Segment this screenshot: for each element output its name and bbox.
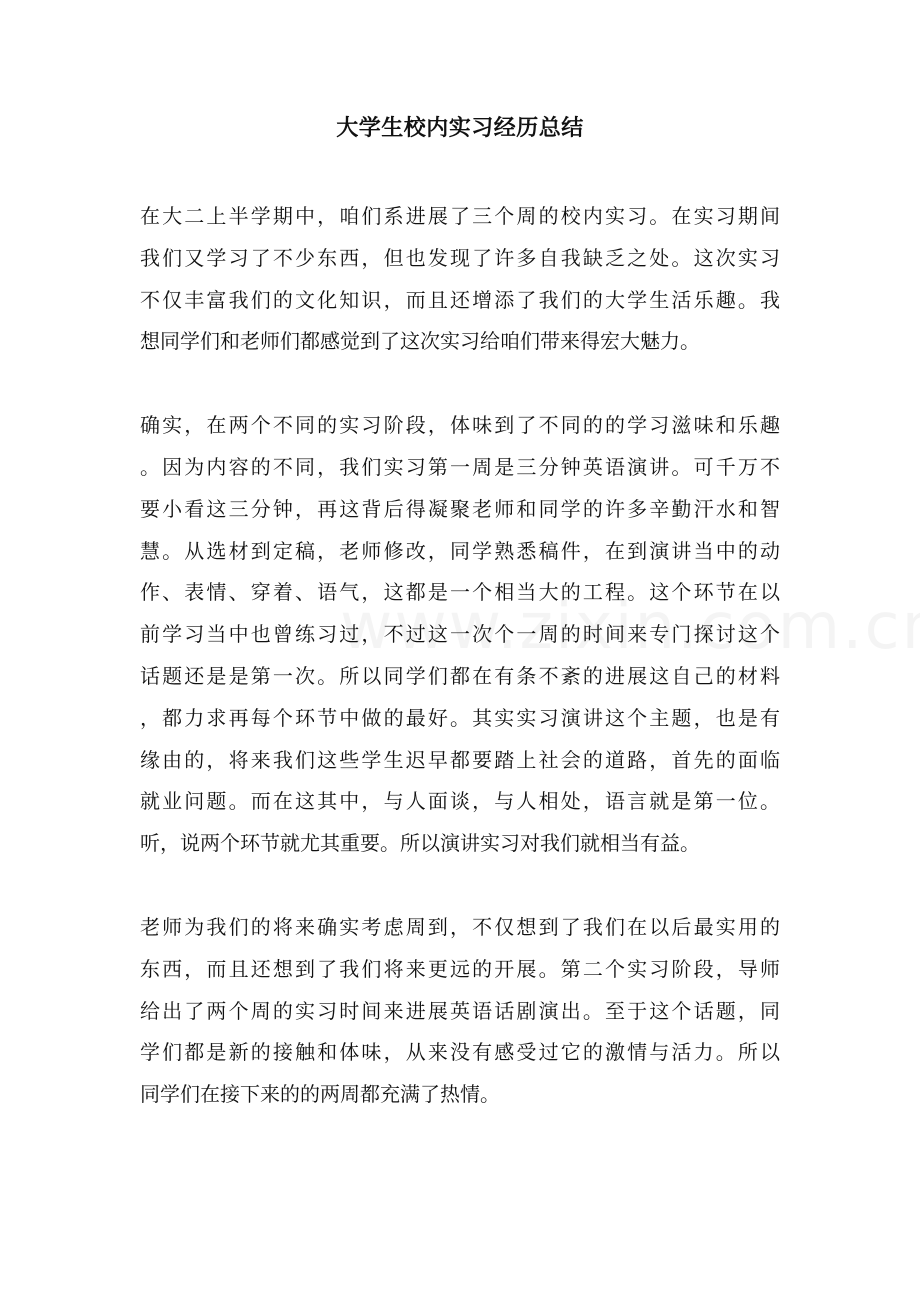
text-line: ，都力求再每个环节中做的最好。其实实习演讲这个主题，也是有 <box>140 705 780 730</box>
text-line: 话题还是是第一次。所以同学们都在有条不紊的进展这自己的材料 <box>140 663 780 688</box>
text-line: 听，说两个环节就尤其重要。所以演讲实习对我们就相当有益。 <box>140 831 700 856</box>
text-line: 缘由的，将来我们这些学生迟早都要踏上社会的道路，首先的面临 <box>140 747 780 772</box>
document-title: 大学生校内实习经历总结 <box>336 115 584 141</box>
text-line: 同学们在接下来的的两周都充满了热情。 <box>140 1082 500 1107</box>
text-line: 确实，在两个不同的实习阶段，体味到了不同的的学习滋味和乐趣 <box>140 413 780 438</box>
text-line: 给出了两个周的实习时间来进展英语话剧演出。至于这个话题，同 <box>140 998 780 1023</box>
text-line: 不仅丰富我们的文化知识，而且还增添了我们的大学生活乐趣。我 <box>140 287 780 312</box>
text-line: 。因为内容的不同，我们实习第一周是三分钟英语演讲。可千万不 <box>140 454 780 479</box>
text-line: 要小看这三分钟，再这背后得凝聚老师和同学的许多辛勤汗水和智 <box>140 496 780 521</box>
text-line: 老师为我们的将来确实考虑周到，不仅想到了我们在以后最实用的 <box>140 914 780 939</box>
paragraph-1 <box>140 196 780 363</box>
text-line: 就业问题。而在这其中，与人面谈，与人相处，语言就是第一位。 <box>140 789 780 814</box>
paragraph-3 <box>140 907 780 1116</box>
text-line: 慧。从选材到定稿，老师修改，同学熟悉稿件，在到演讲当中的动 <box>140 538 780 563</box>
text-line: 学们都是新的接触和体味，从来没有感受过它的激情与活力。所以 <box>140 1040 780 1065</box>
text-line: 在大二上半学期中，咱们系进展了三个周的校内实习。在实习期间 <box>140 204 780 228</box>
paragraph-2 <box>140 405 780 865</box>
text-line: 作、表情、穿着、语气，这都是一个相当大的工程。这个环节在以 <box>140 580 780 605</box>
document-body <box>140 196 780 1158</box>
text-line: 前学习当中也曾练习过，不过这一次个一周的时间来专门探讨这个 <box>140 622 780 647</box>
text-line: 东西，而且还想到了我们将来更远的开展。第二个实习阶段，导师 <box>140 956 780 981</box>
text-line: 我们又学习了不少东西，但也发现了许多自我缺乏之处。这次实习 <box>140 245 780 270</box>
text-line: 想同学们和老师们都感觉到了这次实习给咱们带来得宏大魅力。 <box>140 329 700 354</box>
